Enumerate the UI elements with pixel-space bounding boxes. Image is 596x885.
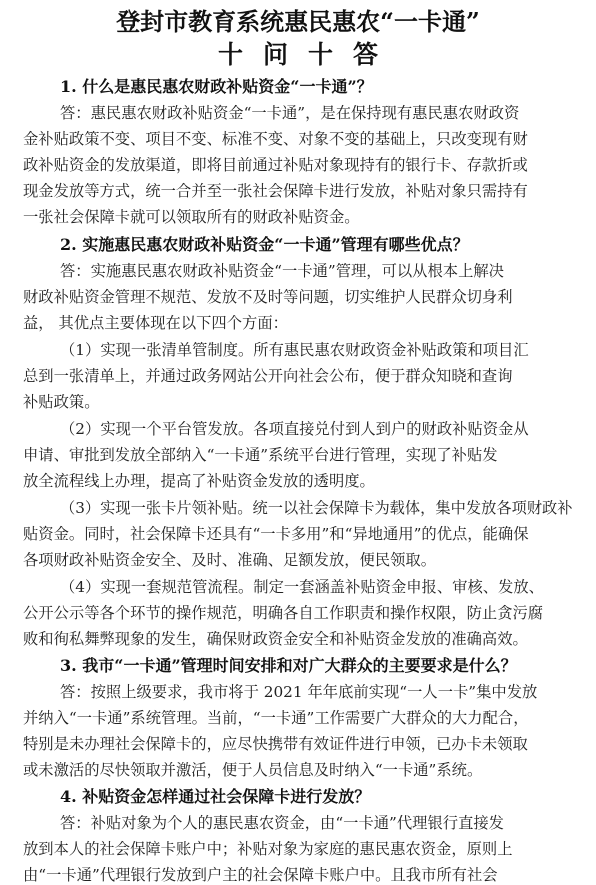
document-subtitle: 十问十答 (217, 40, 398, 69)
answer-2-line: 财政补贴资金管理不规范、发放不及时等问题，切实维护人民群众切身利 (23, 288, 513, 306)
document-title: 登封市教育系统惠民惠农“一卡通” (116, 7, 480, 36)
question-3: 3. 我市“一卡通”管理时间安排和对广大群众的主要要求是什么？ (60, 656, 517, 675)
answer-3-line: 或未激活的尽快领取并激活，便于人员信息及时纳入“一卡通”系统。 (23, 761, 483, 779)
answer-2-line: 补贴政策。 (23, 393, 100, 411)
answer-2-line: 放全流程线上办理，提高了补贴资金发放的透明度。 (23, 472, 375, 490)
answer-2-line: 总到一张清单上，并通过政务网站公开向社会公布，便于群众知晓和查询 (23, 367, 513, 385)
answer-2-line: 败和徇私舞弊现象的发生，确保财政资金安全和补贴资金发放的准确高效。 (23, 630, 528, 648)
answer-2-line: 公开公示等各个环节的操作规范，明确各自工作职责和操作权限，防止贪污腐 (23, 604, 544, 622)
question-4: 4. 补贴资金怎样通过社会保障卡进行发放？ (60, 787, 371, 806)
answer-1-line: 答：惠民惠农财政补贴资金“一卡通”，是在保持现有惠民惠农财政资 (60, 104, 520, 122)
answer-3-line: 特别是未办理社会保障卡的，应尽快携带有效证件进行申领，已办卡未领取 (23, 735, 528, 753)
answer-4-line: 放到本人的社会保障卡账户中；补贴对象为家庭的惠民惠农资金，原则上 (23, 840, 513, 858)
answer-3-line: 并纳入“一卡通”系统管理。当前，“一卡通”工作需要广大群众的大力配合， (23, 709, 529, 727)
answer-1-line: 一张社会保障卡就可以领取所有的财政补贴资金。 (23, 208, 360, 226)
answer-2-line: （1）实现一张清单管制度。所有惠民惠农财政资金补贴政策和项目汇 (60, 341, 529, 359)
answer-2-line: 各项财政补贴资金安全、及时、准确、足额发放，便民领取。 (23, 551, 437, 569)
answer-1-line: 金补贴政策不变、项目不变、标准不变、对象不变的基础上，只改变现有财 (23, 130, 528, 148)
answer-1-line: 现金发放等方式，统一合并至一张社会保障卡进行发放，补贴对象只需持有 (23, 182, 528, 200)
answer-1-line: 政补贴资金的发放渠道，即将目前通过补贴对象现持有的银行卡、存款折或 (23, 156, 528, 174)
answer-2-line: 益， 其优点主要体现在以下四个方面： (23, 314, 288, 332)
answer-2-line: （4）实现一套规范管流程。制定一套涵盖补贴资金申报、审核、发放、 (60, 578, 544, 596)
answer-2-line: （2）实现一个平台管发放。各项直接兑付到人到户的财政补贴资金从 (60, 420, 529, 438)
question-2: 2. 实施惠民惠农财政补贴资金“一卡通”管理有哪些优点？ (60, 235, 469, 254)
question-1: 1. 什么是惠民惠农财政补贴资金“一卡通”？ (60, 77, 373, 96)
answer-4-line: 答：补贴对象为个人的惠民惠农资金，由“一卡通”代理银行直接发 (60, 814, 504, 832)
answer-2-line: 申请、审批到发放全部纳入“一卡通”系统平台进行管理，实现了补贴发 (23, 446, 498, 464)
answer-2-line: （3）实现一张卡片领补贴。统一以社会保障卡为载体，集中发放各项财政补 (60, 499, 573, 517)
answer-4-line: 由“一卡通”代理银行发放到户主的社会保障卡账户中。且我市所有社会 (23, 866, 498, 884)
answer-2-line: 贴资金。同时，社会保障卡还具有“一卡多用”和“异地通用”的优点，能确保 (23, 525, 529, 543)
answer-3-line: 答：按照上级要求，我市将于 2021 年年底前实现“一人一卡”集中发放 (60, 683, 538, 701)
answer-2-line: 答：实施惠民惠农财政补贴资金“一卡通”管理，可以从根本上解决 (60, 262, 504, 280)
